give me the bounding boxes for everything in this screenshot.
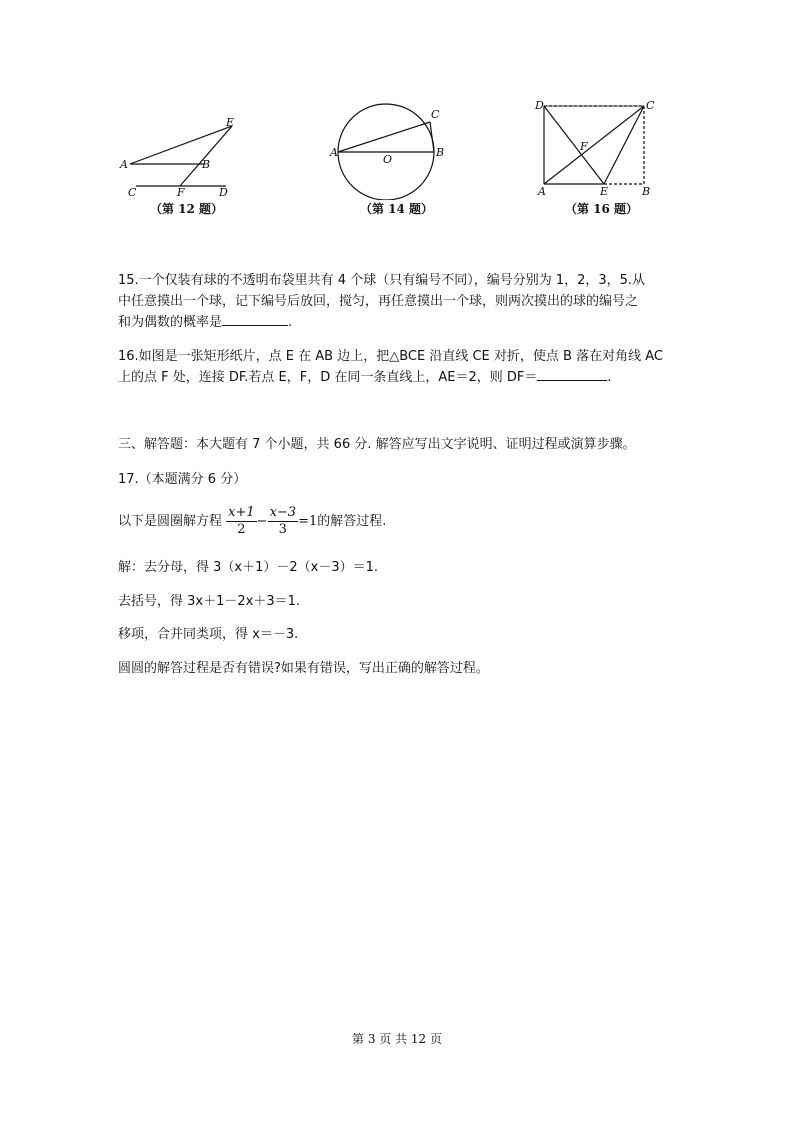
point-label-e: E xyxy=(226,116,235,129)
fraction-2-numerator: x−3 xyxy=(269,505,297,520)
fraction-1 xyxy=(226,505,257,538)
point-label-a: A xyxy=(120,158,128,171)
question-17-step-2: 去括号，得 3x＋1－2x＋3＝1. xyxy=(118,594,301,609)
question-16-line-2-text: 上的点 F 处，连接 DF.若点 E，F，D 在同一条直线上，AE＝2，则 DF＝ xyxy=(118,370,538,385)
figure-14 xyxy=(328,100,458,200)
figure-14-caption: （第 14 题） xyxy=(360,202,434,216)
figure-16 xyxy=(532,98,662,198)
page-number: 第 3 页 共 12 页 xyxy=(352,1032,442,1046)
question-17-intro-end: 的解答过程. xyxy=(317,514,387,529)
question-15-line-2: 中任意摸出一个球，记下编号后放回，搅匀，再任意摸出一个球，则两次摸出的球的编号之 xyxy=(118,294,639,309)
question-17-head: 17.（本题满分 6 分） xyxy=(118,472,247,487)
point-label-c: C xyxy=(431,108,440,121)
minus-sign: − xyxy=(256,514,268,529)
figure-16-diagram xyxy=(532,98,662,198)
point-label-b: B xyxy=(436,146,445,159)
question-17-intro xyxy=(118,502,678,542)
fraction-2-denominator: 3 xyxy=(278,522,287,537)
question-17-question: 圆圆的解答过程是否有错误?如果有错误，写出正确的解答过程。 xyxy=(118,661,489,676)
figure-12-diagram xyxy=(118,112,248,202)
point-label-a: A xyxy=(538,185,546,198)
question-16-line-1: 16.如图是一张矩形纸片，点 E 在 AB 边上，把△BCE 沿直线 CE 对折，使点 B 落在对角线 AC xyxy=(118,349,663,364)
question-17-step-3: 移项，合并同类项，得 x＝－3. xyxy=(118,627,299,642)
point-label-f: F xyxy=(177,186,185,199)
question-15-line-1: 15.一个仅装有球的不透明布袋里共有 4 个球（只有编号不同），编号分别为 1，2，3，5.从 xyxy=(118,273,646,288)
question-17-step-1: 解：去分母，得 3（x＋1）－2（x－3）＝1. xyxy=(118,560,379,575)
point-label-b: B xyxy=(202,158,211,171)
equation-rhs: =1 xyxy=(298,514,318,529)
point-label-o: O xyxy=(383,153,393,166)
figure-12 xyxy=(118,112,248,202)
point-label-d: D xyxy=(535,99,544,112)
answer-blank-16[interactable] xyxy=(537,367,607,381)
question-15-line-3-end: . xyxy=(288,315,293,330)
fraction-1-denominator: 2 xyxy=(237,522,246,537)
question-16-line-2-end: . xyxy=(607,370,612,385)
question-16-line-2 xyxy=(118,367,678,388)
point-label-c: C xyxy=(128,186,137,199)
figure-14-diagram xyxy=(328,100,458,200)
point-label-b: B xyxy=(642,185,651,198)
question-15-line-3-text: 和为偶数的概率是 xyxy=(118,315,223,330)
question-16 xyxy=(118,346,678,388)
figure-12-caption: （第 12 题） xyxy=(150,202,224,216)
question-15 xyxy=(118,270,678,333)
point-label-c: C xyxy=(646,99,655,112)
section-3-heading: 三、解答题：本大题有 7 个小题，共 66 分. 解答应写出文字说明、证明过程或演算步骤。 xyxy=(118,437,636,452)
point-label-e: E xyxy=(600,185,609,198)
fraction-1-numerator: x+1 xyxy=(228,505,255,520)
fraction-2 xyxy=(268,505,299,538)
point-label-a: A xyxy=(330,146,338,159)
figure-16-caption: （第 16 题） xyxy=(565,202,639,216)
answer-blank-15[interactable] xyxy=(222,312,288,326)
point-label-d: D xyxy=(219,186,228,199)
question-17-intro-text: 以下是圆圈解方程 xyxy=(118,514,223,529)
question-15-line-3 xyxy=(118,312,678,333)
point-label-f: F xyxy=(580,140,588,153)
